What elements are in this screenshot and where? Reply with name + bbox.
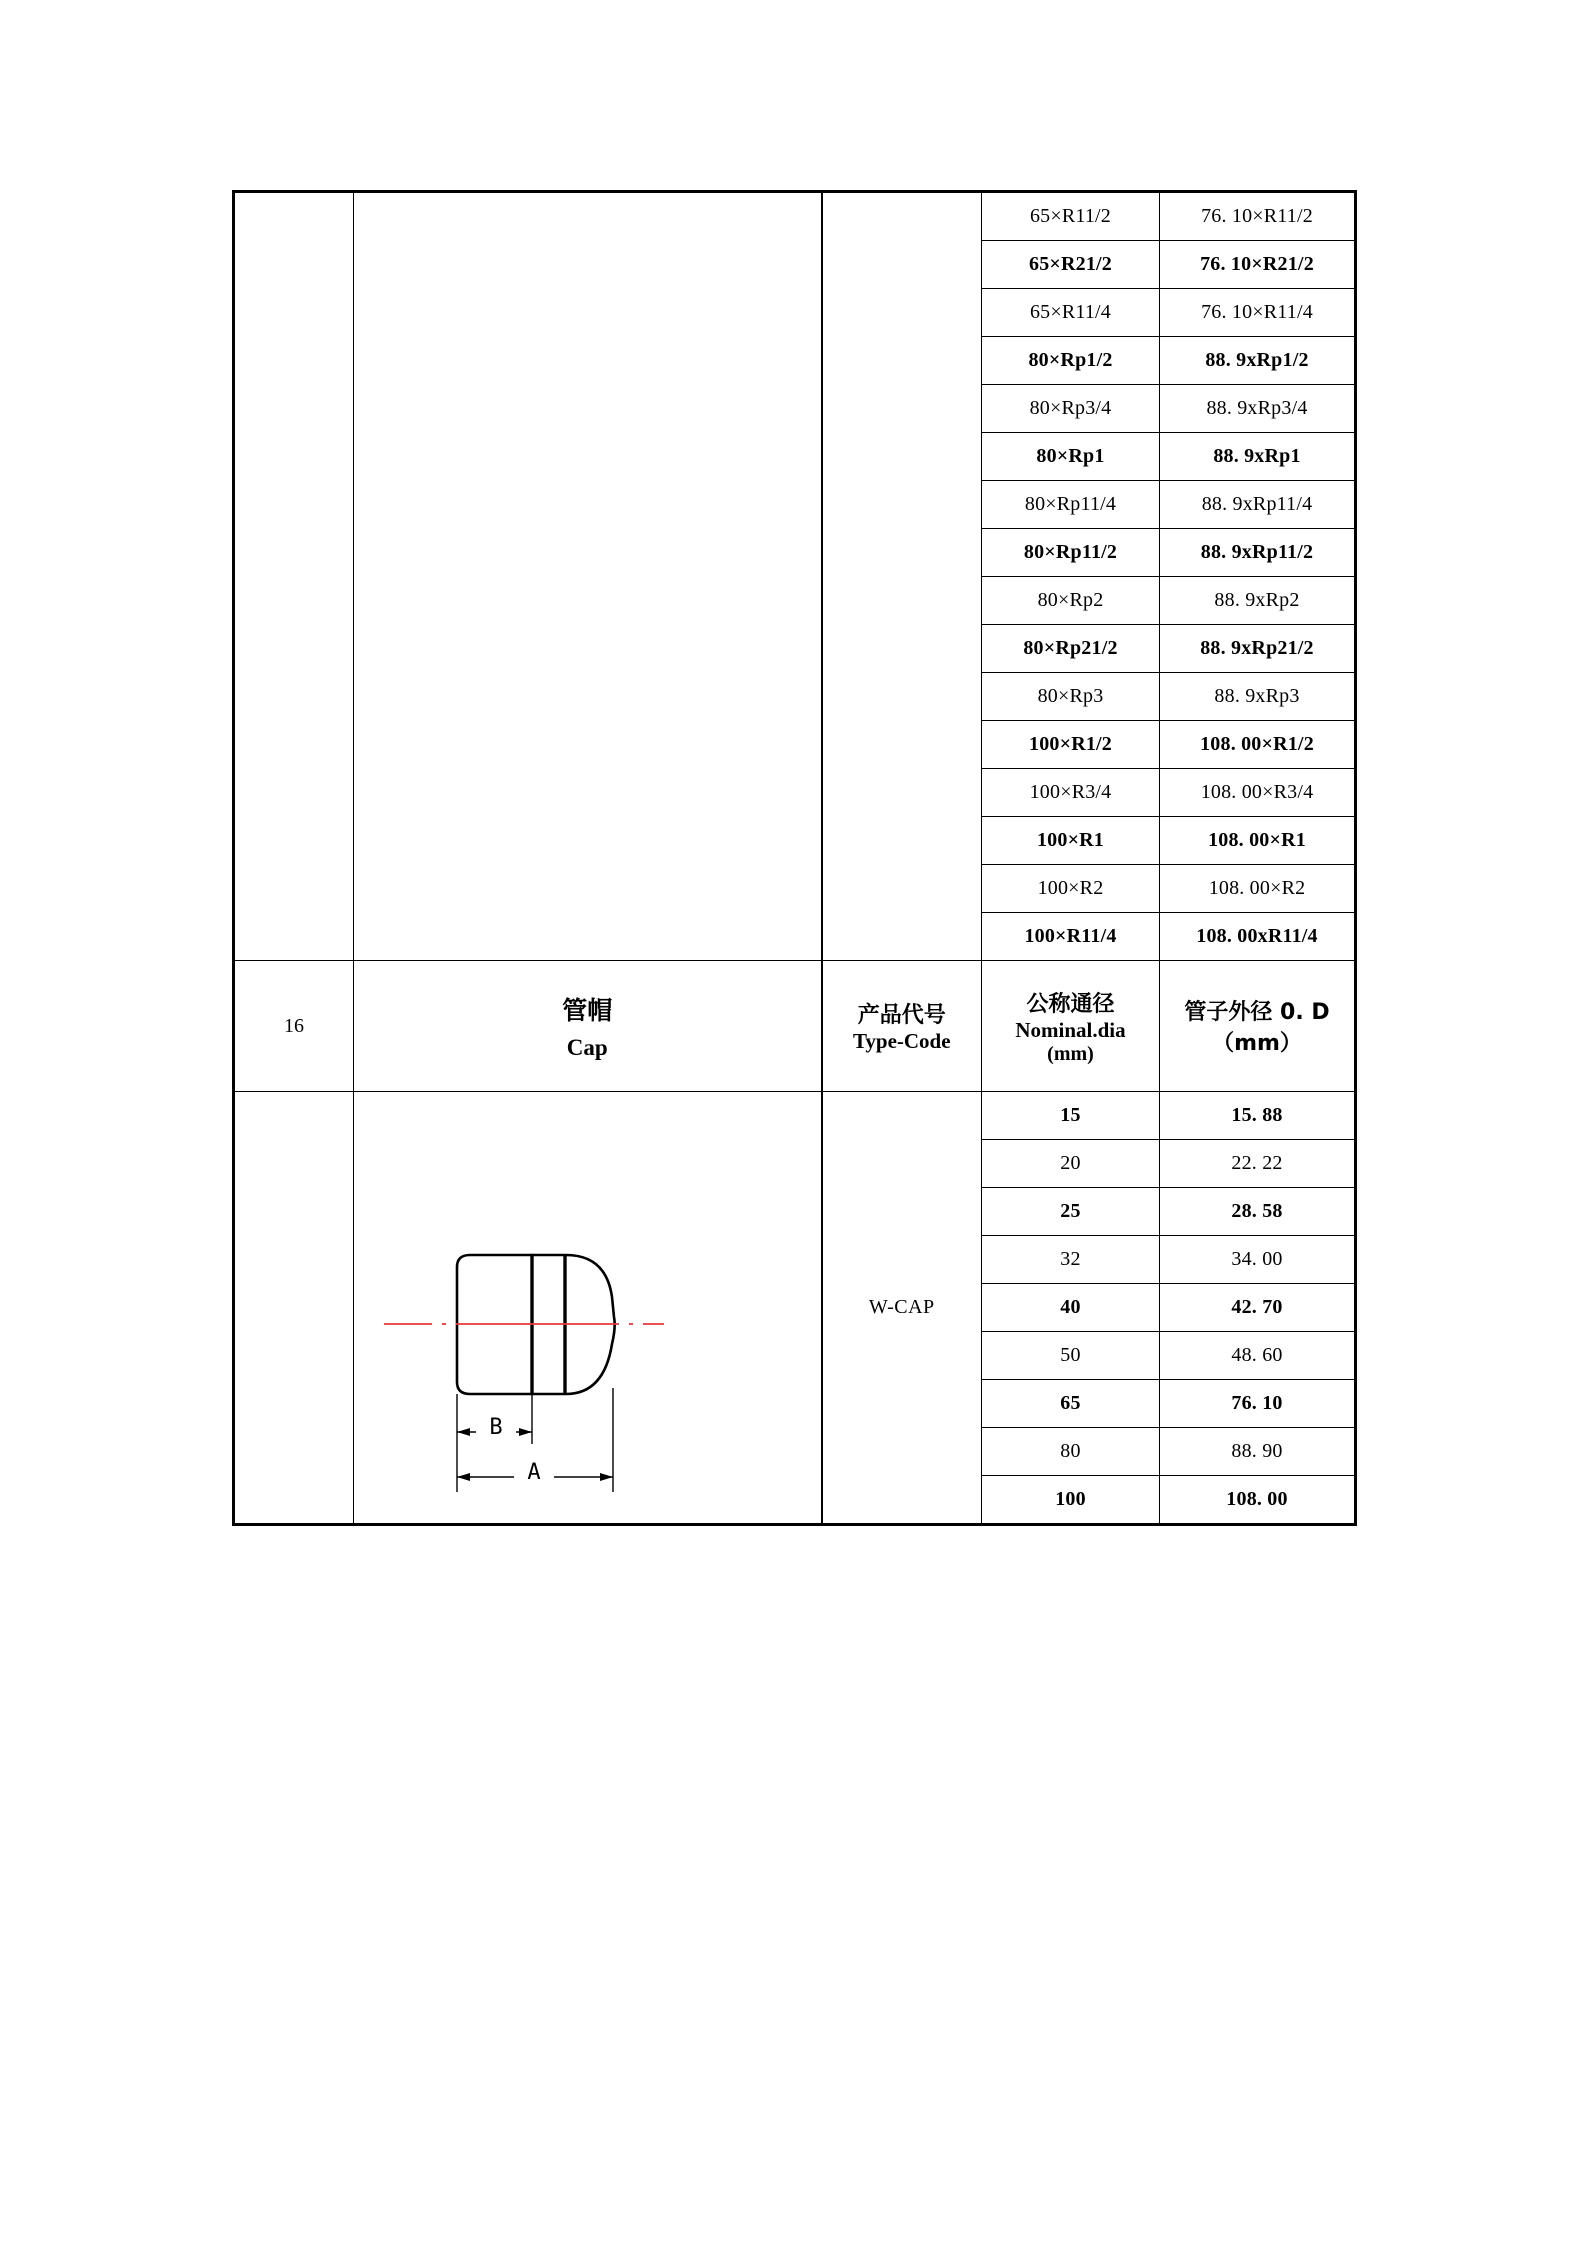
- nominal-cell: 50: [982, 1332, 1160, 1380]
- type-code-value: W-CAP: [822, 1092, 982, 1525]
- dimension-label-a: A: [514, 1460, 554, 1485]
- nominal-cell: 80×Rp1: [982, 433, 1160, 481]
- nominal-cell: 20: [982, 1140, 1160, 1188]
- cap-drawing-cell: [354, 1092, 822, 1525]
- od-cell: 76. 10: [1160, 1380, 1356, 1428]
- od-cell: 88. 9xRp3: [1160, 673, 1356, 721]
- od-cell: 88. 9xRp1/2: [1160, 337, 1356, 385]
- nominal-header-unit: (mm): [1047, 1042, 1094, 1065]
- od-cell: 88. 9xRp3/4: [1160, 385, 1356, 433]
- section-name-cn: 管帽: [562, 996, 613, 1025]
- nominal-cell: 80×Rp1/2: [982, 337, 1160, 385]
- nominal-cell: 80×Rp11/4: [982, 481, 1160, 529]
- nominal-header: [982, 961, 1160, 1092]
- od-cell: 76. 10×R11/2: [1160, 192, 1356, 241]
- section-header-row: [234, 961, 1356, 1092]
- dimension-label-b: B: [476, 1415, 516, 1440]
- od-cell: 15. 88: [1160, 1092, 1356, 1140]
- nominal-cell: 100×R11/4: [982, 913, 1160, 961]
- section-name: [354, 961, 822, 1092]
- nominal-cell: 100×R1/2: [982, 721, 1160, 769]
- nominal-cell: 65×R11/4: [982, 289, 1160, 337]
- nominal-cell: 40: [982, 1284, 1160, 1332]
- od-cell: 88. 9xRp11/2: [1160, 529, 1356, 577]
- od-cell: 108. 00xR11/4: [1160, 913, 1356, 961]
- nominal-header-en: Nominal.dia: [1015, 1017, 1126, 1042]
- blank-cell-code: [822, 192, 982, 961]
- nominal-cell: 80×Rp3/4: [982, 385, 1160, 433]
- blank-cell-number: [234, 192, 354, 961]
- type-code-header-cn: 产品代号: [857, 1003, 946, 1028]
- od-cell: 88. 9xRp1: [1160, 433, 1356, 481]
- nominal-cell: 65: [982, 1380, 1160, 1428]
- type-code-header-en: Type-Code: [852, 1029, 951, 1053]
- od-cell: 22. 22: [1160, 1140, 1356, 1188]
- type-code-header: [822, 961, 982, 1092]
- od-cell: 88. 90: [1160, 1428, 1356, 1476]
- od-cell: 28. 58: [1160, 1188, 1356, 1236]
- cap-drawing: [354, 1092, 821, 1523]
- specification-table: [232, 190, 1357, 1526]
- nominal-cell: 80: [982, 1428, 1160, 1476]
- nominal-cell: 65×R11/2: [982, 192, 1160, 241]
- od-header-unit: （mm）: [1212, 1031, 1302, 1056]
- nominal-cell: 25: [982, 1188, 1160, 1236]
- drawing-number-cell: [234, 1092, 354, 1525]
- od-cell: 88. 9xRp11/4: [1160, 481, 1356, 529]
- od-cell: 88. 9xRp2: [1160, 577, 1356, 625]
- nominal-cell: 100: [982, 1476, 1160, 1525]
- nominal-cell: 80×Rp2: [982, 577, 1160, 625]
- section-number: 16: [234, 961, 354, 1092]
- od-cell: 88. 9xRp21/2: [1160, 625, 1356, 673]
- od-cell: 108. 00×R1: [1160, 817, 1356, 865]
- od-cell: 108. 00×R3/4: [1160, 769, 1356, 817]
- od-header: [1160, 961, 1356, 1092]
- od-cell: 108. 00×R2: [1160, 865, 1356, 913]
- od-cell: 76. 10×R11/4: [1160, 289, 1356, 337]
- od-cell: 108. 00×R1/2: [1160, 721, 1356, 769]
- od-header-cn: 管子外径 0. D: [1184, 1000, 1330, 1025]
- nominal-cell: 100×R3/4: [982, 769, 1160, 817]
- od-cell: 42. 70: [1160, 1284, 1356, 1332]
- cap-technical-drawing-icon: [354, 1092, 822, 1512]
- table-row: [234, 192, 1356, 241]
- od-cell: 48. 60: [1160, 1332, 1356, 1380]
- nominal-cell: 65×R21/2: [982, 241, 1160, 289]
- nominal-cell: 80×Rp3: [982, 673, 1160, 721]
- nominal-cell: 80×Rp11/2: [982, 529, 1160, 577]
- blank-cell-drawing: [354, 192, 822, 961]
- od-cell: 76. 10×R21/2: [1160, 241, 1356, 289]
- nominal-cell: 80×Rp21/2: [982, 625, 1160, 673]
- nominal-cell: 15: [982, 1092, 1160, 1140]
- nominal-cell: 32: [982, 1236, 1160, 1284]
- nominal-cell: 100×R1: [982, 817, 1160, 865]
- table-row: [234, 1092, 1356, 1140]
- table-body: [234, 192, 1356, 1525]
- section-name-en: Cap: [566, 1035, 608, 1060]
- od-cell: 108. 00: [1160, 1476, 1356, 1525]
- nominal-cell: 100×R2: [982, 865, 1160, 913]
- nominal-header-cn: 公称通径: [1026, 991, 1115, 1017]
- od-cell: 34. 00: [1160, 1236, 1356, 1284]
